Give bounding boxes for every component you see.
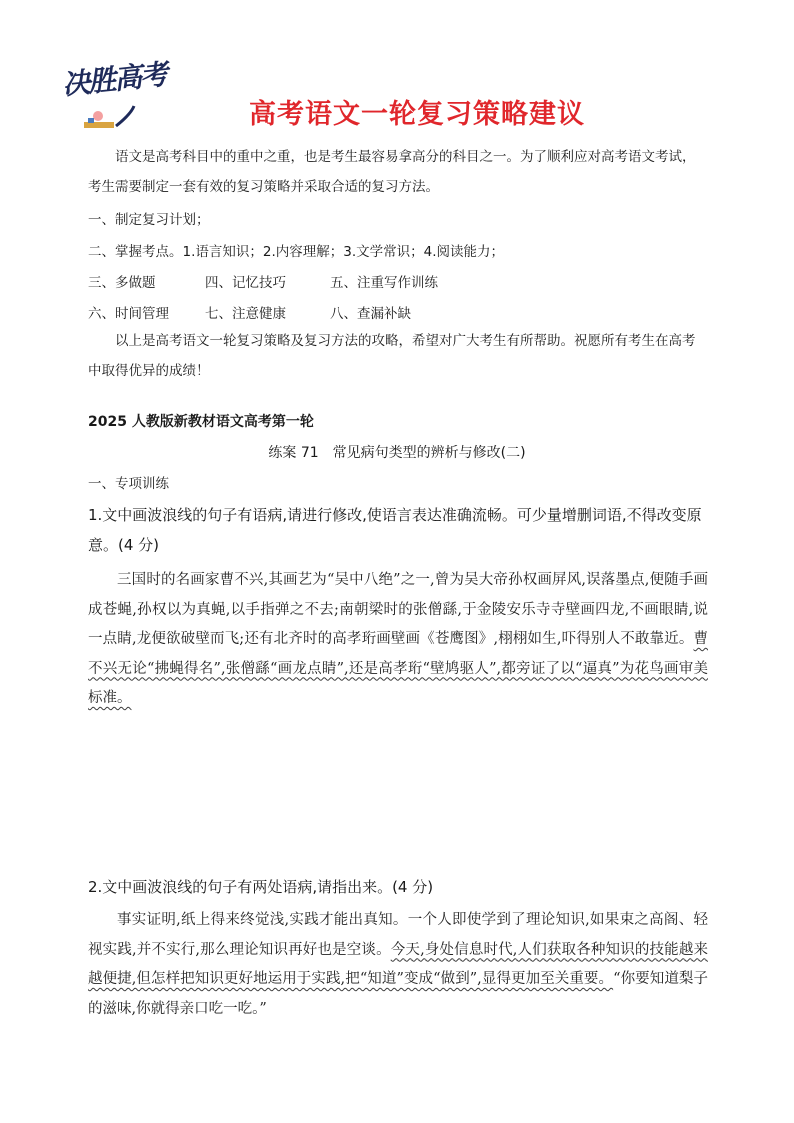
logo-text: 决胜高考 xyxy=(60,57,168,102)
closing-paragraph: 以上是高考语文一轮复习策略及复习方法的攻略，希望对广大考生有所帮助。祝愿所有考生在高考中取得优异的成绩！ xyxy=(88,333,696,379)
lesson-heading: 练案 71 常见病句类型的辨析与修改(二) xyxy=(268,445,526,461)
question-2-passage xyxy=(88,906,708,1024)
plan-item-3: 三、多做题 xyxy=(88,275,156,291)
plan-line-1: 一、制定复习计划； xyxy=(88,212,210,228)
question-1-passage xyxy=(88,566,708,714)
q1-wavy-sentence: 曹不兴无论“拂蝇得名”,张僧繇“画龙点睛”,还是高孝珩“壁鸠驱人”,都旁证了以“逼真”为花鸟画审美标准。 xyxy=(88,631,708,706)
plan-item-6: 六、时间管理 xyxy=(88,306,169,322)
section-heading: 一、专项训练 xyxy=(88,476,169,492)
plan-item-7: 七、注意健康 xyxy=(205,306,286,322)
question-2-prompt: 2.文中画波浪线的句子有两处语病,请指出来。(4 分) xyxy=(88,878,434,896)
page-title: 高考语文一轮复习策略建议 xyxy=(249,99,585,130)
q2-wavy-sentence: 今天,身处信息时代,人们获取各种知识的技能越来越便捷,但怎样把知识更好地运用于实践,把“知道”变成“做到”,显得更加至关重要。 xyxy=(88,941,708,987)
q2-passage-text: 事实证明,纸上得来终觉浅,实践才能出真知。一个人即使学到了理论知识,如果束之高阁、轻视实践,并不实行,那么理论知识再好也是空谈。 xyxy=(88,912,708,958)
series-heading: 2025 人教版新教材语文高考第一轮 xyxy=(88,414,314,430)
q2-passage-tail: “你要知道梨子的滋味,你就得亲口吃一吃。” xyxy=(88,971,708,1017)
plan-item-5: 五、注重写作训练 xyxy=(330,275,438,291)
plan-line-2: 二、掌握考点。1.语言知识；2.内容理解；3.文学常识；4.阅读能力； xyxy=(88,244,505,260)
plan-item-8: 八、查漏补缺 xyxy=(330,306,411,322)
q1-passage-text: 三国时的名画家曹不兴,其画艺为“吴中八绝”之一,曾为吴大帝孙权画屏风,误落墨点,便随手画成苍蝇,孙权以为真蝇,以手指弹之不去;南朝梁时的张僧繇,于金陵安乐寺寺壁画四龙,不画眼睛,说一点睛,龙便欲破壁而飞;还有北齐时的高孝珩画壁画《苍鹰图》,栩栩如生,吓得别人不敢靠近。 xyxy=(88,572,708,647)
question-1-prompt: 1.文中画波浪线的句子有语病,请进行修改,使语言表达准确流畅。可少量增删词语,不得改变原意。(4 分) xyxy=(88,506,702,554)
plan-item-4: 四、记忆技巧 xyxy=(205,275,286,291)
intro-paragraph: 语文是高考科目中的重中之重，也是考生最容易拿高分的科目之一。为了顺利应对高考语文考试，考生需要制定一套有效的复习策略并采取合适的复习方法。 xyxy=(88,149,696,195)
